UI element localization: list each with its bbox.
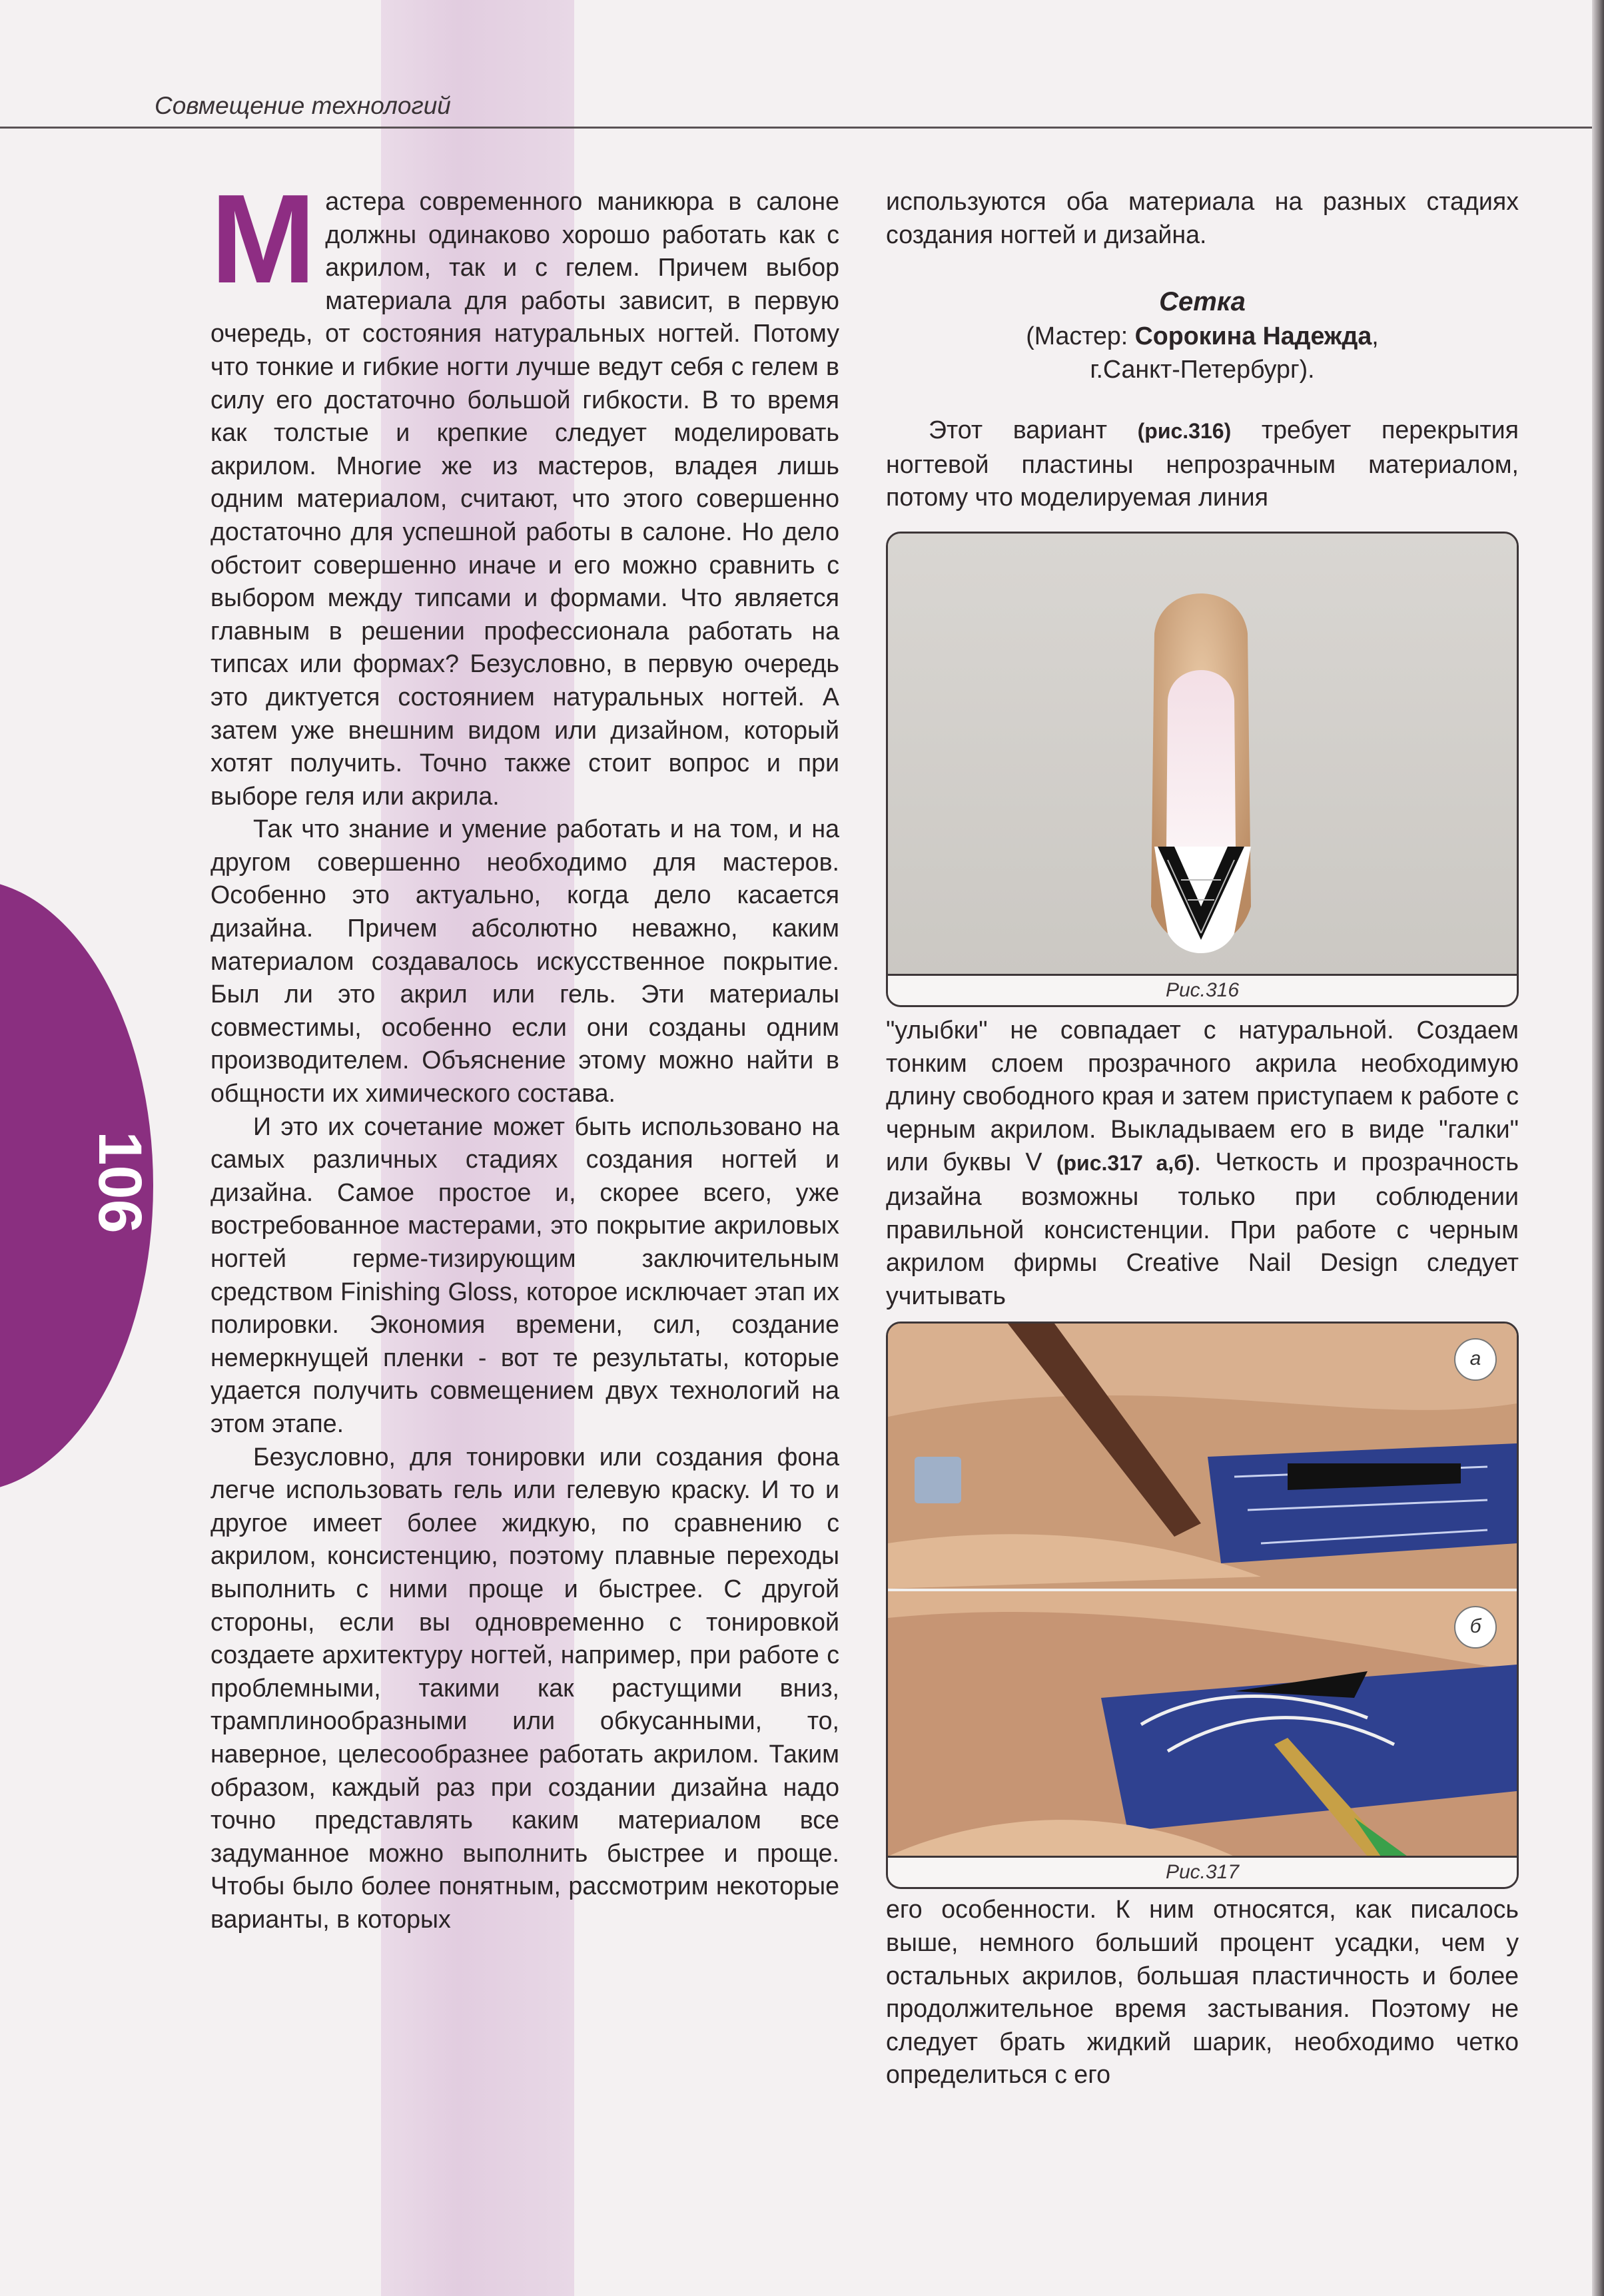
master-city: г.Санкт-Петербург). (1090, 355, 1315, 384)
figure-317-panel-a (888, 1324, 1517, 1589)
paragraph-features: его особенности. К ним относятся, как писалось выше, немного больший процент усадки, чем у остальных акрилов, большая пластичность и более продолжительное время застывания. Поэтому не следует брать жидкий шарик, необходимо четко определиться с его (886, 1895, 1519, 2089)
p2-after: . Четкость и прозрачность дизайна возможны только при соблюдении правильной консистенции. При работе с черным акрилом фирмы Creative Nail Design следует учитывать (886, 1148, 1519, 1310)
figure-316 (886, 532, 1519, 1007)
nail-illustration (888, 534, 1517, 974)
left-column (210, 169, 839, 1936)
figure-317 (886, 1322, 1519, 1889)
paragraph-variant (886, 414, 1519, 514)
running-header: Совмещение технологий (155, 92, 451, 119)
paragraph-2: Так что знание и умение работать и на том, и на другом совершенно необходимо для мастеров. Особенно это актуально, когда дело касается дизайна. Причем абсолютно неважно, каким материалом создавалось искусственное покрытие. Был ли это акрил или гель. Эти материалы совместимы, особенно если они созданы одним производителем. Объяснение этому можно найти в общности их химического состава. (210, 815, 839, 1108)
p2-before: "улыбки" не совпадает с натуральной. Создаем тонким слоем прозрачного акрила необходимую длину свободного края и затем приступаем к работе с черным акрилом. Выкладываем его в виде "галки" или буквы V (886, 1015, 1519, 1176)
p1-after: требует перекрытия ногтевой пластины непрозрачным материалом, потому что моделируемая линия (886, 416, 1519, 512)
drop-cap: М (210, 169, 316, 310)
master-suffix: , (1372, 322, 1379, 350)
right-column (886, 185, 1519, 2092)
figure-ref-317: (рис.317 а,б) (1056, 1151, 1194, 1176)
intro-paragraph: используются оба материала на разных стадиях создания ногтей и дизайна. (886, 187, 1519, 248)
panel-a-illustration (888, 1324, 1517, 1589)
section-title: Сетка (1159, 287, 1246, 317)
figure-317-panel-b (888, 1591, 1517, 1856)
master-credit (886, 319, 1519, 352)
figure-317-caption: Рис.317 (888, 1856, 1517, 1887)
page-edge-shadow (1592, 0, 1604, 2296)
paragraph-1 (210, 169, 839, 813)
master-name: Сорокина Надежда (1134, 322, 1372, 350)
paragraph-3: И это их сочетание может быть использовано на самых различных стадиях создания ногтей и дизайна. Самое простое и, скорее всего, уже востребованное мастерами, это покрытие акриловых ногтей герме-тизирующим заключительным средством Finishing Gloss, которое исключает этап их полировки. Экономия времени, сил, создание немеркнущей пленки - вот те результаты, которые удается получить совмещением двух технологий на этом этапе. (210, 1112, 839, 1437)
panel-a-label: а (1454, 1338, 1497, 1381)
nail-photo-316 (888, 534, 1517, 974)
master-prefix: (Мастер: (1026, 322, 1135, 350)
panel-b-label: б (1454, 1606, 1497, 1649)
figure-ref-316: (рис.316) (1137, 419, 1232, 444)
page-number: 106 (86, 1131, 154, 1234)
panel-b-illustration (888, 1591, 1517, 1856)
paragraph-smile (886, 1014, 1519, 1312)
p1-before: Этот вариант (929, 416, 1138, 444)
paragraph-1-text: астера современного маникюра в салоне должны одинаково хорошо работать как с акрилом, так и с гелем. Причем выбор материала для работы зависит, в первую очередь, от состояния натуральных ногтей. Потому что тонкие и гибкие ногти лучше ведут себя с гелем в силу его достаточно большой гибкости. В то время как толстые и крепкие следует моделировать акрилом. Многие же из мастеров, владея лишь одним материалом, считают, что этого совершенно достаточно для успешной работы в салоне. Но дело обстоит совершенно иначе и его можно сравнить с выбором между типсами и формами. Что является главным в решении профессионала работать на типсах или формах? Безусловно, в первую очередь это диктуется состоянием натуральных ногтей. А затем уже внешним видом или дизайном, который хотят получить. Точно также стоит вопрос и при выборе геля или акрила. (210, 187, 839, 810)
figure-316-caption: Рис.316 (888, 974, 1517, 1005)
paragraph-4: Безусловно, для тонировки или создания фона легче использовать гель или гелевую краску. И то и другое имеет более жидкую, по сравнению с акрилом, консистенцию, поэтому плавные переходы выполнить с ними проще и быстрее. С другой стороны, если вы одновременно с тонировкой создаете архитектуру ногтей, например, при работе с проблемными, такими как растущими вниз, трамплинообразными или обкусанными, то, наверное, целесообразнее работать акрилом. Таким образом, каждый раз при создании дизайна надо точно представлять каким материалом все задуманное можно выполнить быстрее и проще. Чтобы было более понятным, рассмотрим некоторые варианты, в которых (210, 1442, 839, 1933)
header-rule (0, 127, 1592, 129)
